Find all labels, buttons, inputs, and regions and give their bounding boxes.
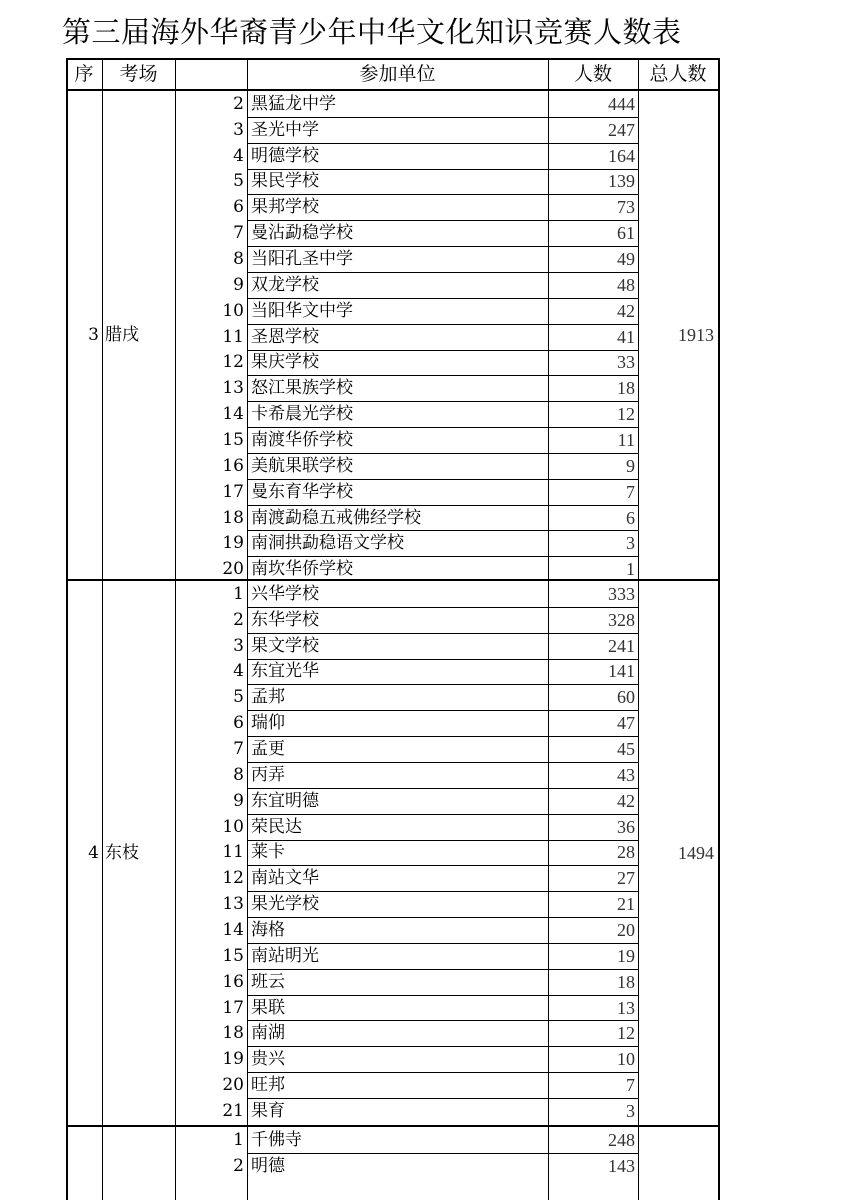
row-divider xyxy=(247,762,638,763)
column-divider xyxy=(175,58,176,1200)
participant-count: 12 xyxy=(617,404,635,425)
row-number: 11 xyxy=(222,842,244,863)
unit-name: 圣光中学 xyxy=(251,119,319,140)
unit-name: 东宜光华 xyxy=(251,661,319,682)
row-number: 2 xyxy=(233,609,244,630)
row-number: 6 xyxy=(233,713,244,734)
row-divider xyxy=(247,246,638,247)
unit-name: 果育 xyxy=(251,1100,285,1121)
participant-count: 36 xyxy=(617,816,635,837)
row-number: 21 xyxy=(222,1100,244,1121)
participant-count: 11 xyxy=(617,429,635,450)
unit-name: 荣民达 xyxy=(251,816,302,837)
row-divider xyxy=(247,272,638,273)
participant-count: 27 xyxy=(617,868,635,889)
participant-count: 18 xyxy=(617,378,635,399)
participant-count: 164 xyxy=(608,145,635,166)
participant-count: 1 xyxy=(626,559,635,580)
row-number: 19 xyxy=(222,1049,244,1070)
unit-name: 班云 xyxy=(251,971,285,992)
header-bottom-border xyxy=(66,89,718,91)
participant-count: 3 xyxy=(626,533,635,554)
participant-count: 28 xyxy=(617,842,635,863)
row-number: 8 xyxy=(233,764,244,785)
row-divider xyxy=(247,556,638,557)
header-venue: 考场 xyxy=(119,62,158,85)
row-divider xyxy=(247,401,638,402)
row-divider xyxy=(247,1072,638,1073)
row-number: 2 xyxy=(233,93,244,114)
unit-name: 孟更 xyxy=(251,739,285,760)
row-number: 10 xyxy=(222,816,244,837)
participant-count: 333 xyxy=(608,583,635,604)
participant-count: 7 xyxy=(626,481,635,502)
row-number: 12 xyxy=(222,352,244,373)
row-number: 4 xyxy=(233,145,244,166)
unit-name: 旺邦 xyxy=(251,1075,285,1096)
participant-count: 73 xyxy=(617,197,635,218)
participant-count: 10 xyxy=(617,1049,635,1070)
row-divider xyxy=(247,1046,638,1047)
row-divider xyxy=(247,1153,638,1154)
unit-name: 南湖 xyxy=(251,1023,285,1044)
unit-name: 果庆学校 xyxy=(251,352,319,373)
participant-count: 3 xyxy=(626,1100,635,1121)
unit-name: 果邦学校 xyxy=(251,197,319,218)
row-divider xyxy=(247,788,638,789)
row-number: 2 xyxy=(233,1155,244,1176)
row-divider xyxy=(247,350,638,351)
row-divider xyxy=(247,1020,638,1021)
row-divider xyxy=(247,684,638,685)
group-venue: 腊戌 xyxy=(105,325,139,345)
row-divider xyxy=(247,969,638,970)
participant-count: 444 xyxy=(608,93,635,114)
unit-name: 南站文华 xyxy=(251,868,319,889)
row-number: 15 xyxy=(222,429,244,450)
row-number: 1 xyxy=(233,1129,244,1150)
row-number: 20 xyxy=(222,559,244,580)
participant-count: 12 xyxy=(617,1023,635,1044)
row-divider xyxy=(247,530,638,531)
row-divider xyxy=(247,479,638,480)
row-divider xyxy=(247,453,638,454)
participant-count: 43 xyxy=(617,764,635,785)
unit-name: 果光学校 xyxy=(251,894,319,915)
column-divider xyxy=(638,58,639,1200)
participant-count: 141 xyxy=(608,661,635,682)
row-divider xyxy=(247,710,638,711)
row-divider xyxy=(247,943,638,944)
unit-name: 南洞拱勐稳语文学校 xyxy=(251,533,404,554)
unit-name: 曼沾勐稳学校 xyxy=(251,223,353,244)
row-divider xyxy=(247,169,638,170)
row-number: 7 xyxy=(233,739,244,760)
participant-count: 61 xyxy=(617,223,635,244)
row-number: 18 xyxy=(222,507,244,528)
row-divider xyxy=(247,298,638,299)
unit-name: 莱卡 xyxy=(251,842,285,863)
unit-name: 孟邦 xyxy=(251,687,285,708)
row-divider xyxy=(247,736,638,737)
unit-name: 怒江果族学校 xyxy=(251,378,353,399)
unit-name: 美航果联学校 xyxy=(251,455,353,476)
participant-count: 7 xyxy=(626,1075,635,1096)
participant-count: 45 xyxy=(617,739,635,760)
participant-count: 42 xyxy=(617,300,635,321)
participant-count: 241 xyxy=(608,635,635,656)
row-number: 9 xyxy=(233,790,244,811)
participant-count: 41 xyxy=(617,326,635,347)
row-number: 1 xyxy=(233,583,244,604)
group-seq: 4 xyxy=(88,843,99,863)
unit-name: 曼东育华学校 xyxy=(251,481,353,502)
unit-name: 明德学校 xyxy=(251,145,319,166)
row-divider xyxy=(247,995,638,996)
unit-name: 丙弄 xyxy=(251,764,285,785)
participant-count: 49 xyxy=(617,249,635,270)
header-seq: 序 xyxy=(74,62,94,85)
row-number: 16 xyxy=(222,455,244,476)
group-seq: 3 xyxy=(88,325,99,345)
participant-count: 18 xyxy=(617,971,635,992)
row-divider xyxy=(247,427,638,428)
row-number: 10 xyxy=(222,300,244,321)
column-divider xyxy=(548,58,549,1200)
row-number: 3 xyxy=(233,635,244,656)
unit-name: 圣恩学校 xyxy=(251,326,319,347)
row-number: 9 xyxy=(233,274,244,295)
participant-count: 42 xyxy=(617,790,635,811)
unit-name: 果联 xyxy=(251,997,285,1018)
unit-name: 黑猛龙中学 xyxy=(251,93,336,114)
row-divider xyxy=(247,1098,638,1099)
row-divider xyxy=(247,194,638,195)
row-number: 19 xyxy=(222,533,244,554)
row-divider xyxy=(247,375,638,376)
unit-name: 南渡勐稳五戒佛经学校 xyxy=(251,507,421,528)
page-title: 第三届海外华裔青少年中华文化知识竞赛人数表 xyxy=(62,15,682,49)
participant-count: 6 xyxy=(626,507,635,528)
participant-count: 328 xyxy=(608,609,635,630)
row-number: 20 xyxy=(222,1075,244,1096)
header-unit: 参加单位 xyxy=(359,62,436,85)
row-number: 14 xyxy=(222,919,244,940)
row-number: 13 xyxy=(222,894,244,915)
row-number: 5 xyxy=(233,687,244,708)
column-divider xyxy=(102,58,103,1200)
header-count: 人数 xyxy=(573,62,612,85)
participant-count: 19 xyxy=(617,945,635,966)
group-venue: 东枝 xyxy=(105,843,139,863)
participant-count: 143 xyxy=(608,1155,635,1176)
row-divider xyxy=(247,891,638,892)
unit-name: 兴华学校 xyxy=(251,583,319,604)
group-total: 1494 xyxy=(678,843,714,863)
unit-name: 南渡华侨学校 xyxy=(251,429,353,450)
row-divider xyxy=(247,117,638,118)
unit-name: 东华学校 xyxy=(251,609,319,630)
unit-name: 海格 xyxy=(251,919,285,940)
column-divider xyxy=(247,58,248,1200)
unit-name: 果民学校 xyxy=(251,171,319,192)
unit-name: 南坎华侨学校 xyxy=(251,559,353,580)
group-border xyxy=(66,1125,718,1127)
row-divider xyxy=(247,324,638,325)
row-divider xyxy=(247,143,638,144)
participant-count: 9 xyxy=(626,455,635,476)
row-divider xyxy=(247,865,638,866)
participant-count: 13 xyxy=(617,997,635,1018)
unit-name: 千佛寺 xyxy=(251,1129,302,1150)
row-divider xyxy=(247,220,638,221)
row-divider xyxy=(247,607,638,608)
row-divider xyxy=(247,814,638,815)
row-number: 11 xyxy=(222,326,244,347)
row-number: 17 xyxy=(222,481,244,502)
row-number: 12 xyxy=(222,868,244,889)
row-divider xyxy=(247,633,638,634)
unit-name: 贵兴 xyxy=(251,1049,285,1070)
row-number: 15 xyxy=(222,945,244,966)
row-number: 5 xyxy=(233,171,244,192)
row-number: 17 xyxy=(222,997,244,1018)
row-divider xyxy=(247,659,638,660)
row-number: 4 xyxy=(233,661,244,682)
row-number: 16 xyxy=(222,971,244,992)
row-number: 6 xyxy=(233,197,244,218)
table-top-border xyxy=(66,58,718,60)
group-border xyxy=(66,579,718,581)
row-number: 13 xyxy=(222,378,244,399)
row-divider xyxy=(247,917,638,918)
row-number: 7 xyxy=(233,223,244,244)
participant-count: 248 xyxy=(608,1129,635,1150)
participant-count: 60 xyxy=(617,687,635,708)
participant-count: 247 xyxy=(608,119,635,140)
unit-name: 明德 xyxy=(251,1155,285,1176)
participant-count: 20 xyxy=(617,919,635,940)
unit-name: 东宜明德 xyxy=(251,790,319,811)
row-number: 18 xyxy=(222,1023,244,1044)
header-total: 总人数 xyxy=(649,62,707,85)
row-divider xyxy=(247,505,638,506)
participant-count: 33 xyxy=(617,352,635,373)
row-number: 3 xyxy=(233,119,244,140)
participant-count: 139 xyxy=(608,171,635,192)
unit-name: 南站明光 xyxy=(251,945,319,966)
unit-name: 瑞仰 xyxy=(251,713,285,734)
unit-name: 双龙学校 xyxy=(251,274,319,295)
group-total: 1913 xyxy=(678,325,714,345)
unit-name: 卡希晨光学校 xyxy=(251,404,353,425)
unit-name: 果文学校 xyxy=(251,635,319,656)
unit-name: 当阳华文中学 xyxy=(251,300,353,321)
participant-count: 21 xyxy=(617,894,635,915)
row-divider xyxy=(247,840,638,841)
table-right-border xyxy=(718,58,720,1200)
row-number: 14 xyxy=(222,404,244,425)
participant-count: 48 xyxy=(617,274,635,295)
row-number: 8 xyxy=(233,249,244,270)
participant-count: 47 xyxy=(617,713,635,734)
unit-name: 当阳孔圣中学 xyxy=(251,249,353,270)
table-left-border xyxy=(66,58,68,1200)
